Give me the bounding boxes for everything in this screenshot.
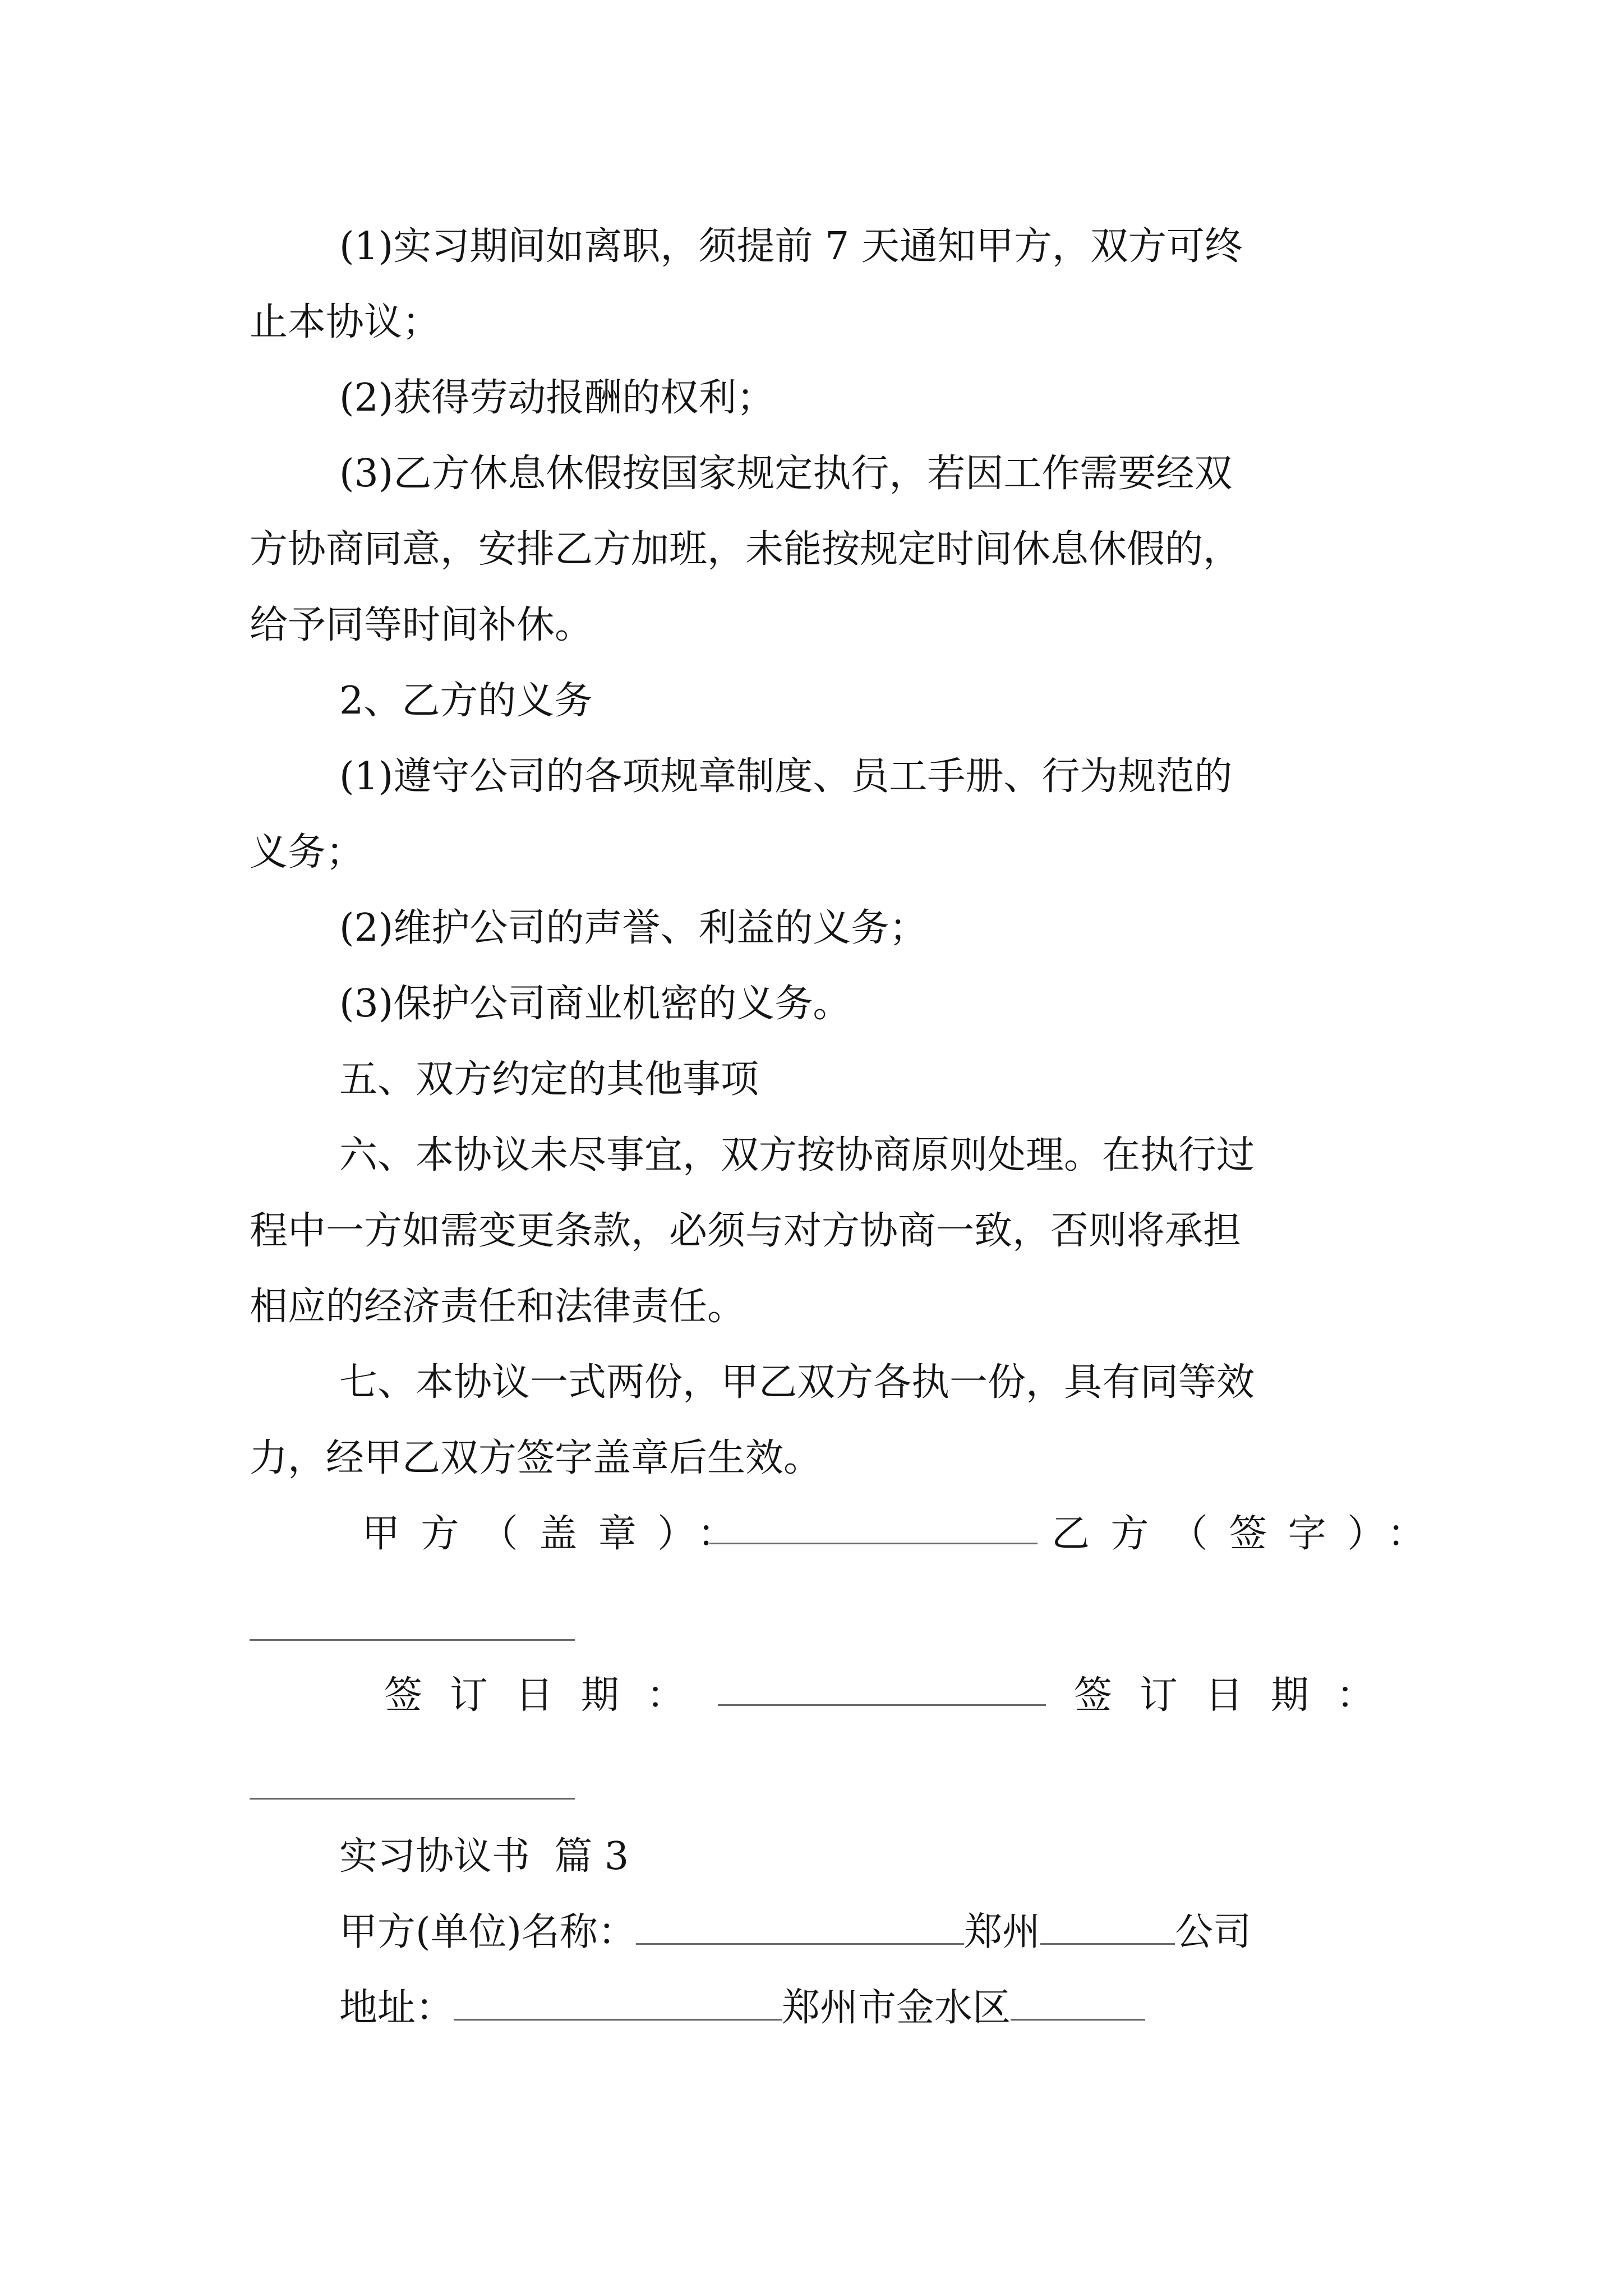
- party-b-sign-line: [250, 1639, 575, 1641]
- address-row: [339, 1983, 1145, 2033]
- section-7-line-2: 力，经甲乙双方签字盖章后生效。: [250, 1436, 822, 1480]
- obligation-1-line-2: 义务；: [250, 830, 365, 875]
- section-7-line-1: 七、本协议一式两份，甲乙双方各执一份，具有同等效: [339, 1360, 1255, 1405]
- date-b-label: 签订日期：: [1074, 1673, 1402, 1718]
- section-heading-obligations: 2、乙方的义务: [339, 679, 593, 723]
- party-b-sign-label: 乙方（签字）：: [1052, 1512, 1446, 1556]
- party-a-seal-label: 甲方（盖章）：: [362, 1512, 757, 1556]
- date-a-line: [718, 1704, 1046, 1706]
- party-a-name-blank-1: [636, 1911, 964, 1945]
- party-a-city: 郑州: [964, 1910, 1041, 1954]
- obligation-2: (2)维护公司的声誉、利益的义务；: [339, 906, 928, 950]
- section-6-line-1: 六、本协议未尽事宜，双方按协商原则处理。在执行过: [339, 1133, 1255, 1177]
- clause-1-line-1: (1)实习期间如离职，须提前 7 天通知甲方，双方可终: [339, 224, 1243, 269]
- clause-1-line-2: 止本协议；: [250, 300, 441, 344]
- party-a-name-label: 甲方(单位)名称：: [339, 1910, 637, 1954]
- address-blank-1: [454, 1986, 782, 2021]
- date-a-label: 签订日期：: [384, 1673, 712, 1718]
- party-a-name-blank-2: [1040, 1911, 1175, 1945]
- address-label: 地址：: [339, 1986, 454, 2030]
- address-value: 郑州市金水区: [782, 1986, 1011, 2030]
- address-blank-2: [1011, 1986, 1145, 2021]
- clause-3-line-3: 给予同等时间补休。: [250, 603, 593, 647]
- section-heading-5: 五、双方约定的其他事项: [339, 1057, 759, 1102]
- party-a-company-suffix: 公司: [1175, 1910, 1252, 1954]
- party-a-seal-line: [709, 1543, 1038, 1544]
- clause-2: (2)获得劳动报酬的权利；: [339, 376, 775, 420]
- date-b-line: [250, 1798, 575, 1800]
- section-6-line-3: 相应的经济责任和法律责任。: [250, 1285, 746, 1329]
- clause-3-line-1: (3)乙方休息休假按国家规定执行，若因工作需要经双: [339, 452, 1233, 496]
- clause-3-line-2: 方协商同意，安排乙方加班，未能按规定时间休息休假的，: [250, 527, 1242, 572]
- section-6-line-2: 程中一方如需变更条款，必须与对方协商一致，否则将承担: [250, 1209, 1242, 1253]
- party-a-name-row: [339, 1907, 1251, 1958]
- obligation-3: (3)保护公司商业机密的义务。: [339, 982, 851, 1026]
- obligation-1-line-1: (1)遵守公司的各项规章制度、员工手册、行为规范的: [339, 754, 1233, 799]
- agreement-3-title: 实习协议书 篇 3: [339, 1834, 629, 1879]
